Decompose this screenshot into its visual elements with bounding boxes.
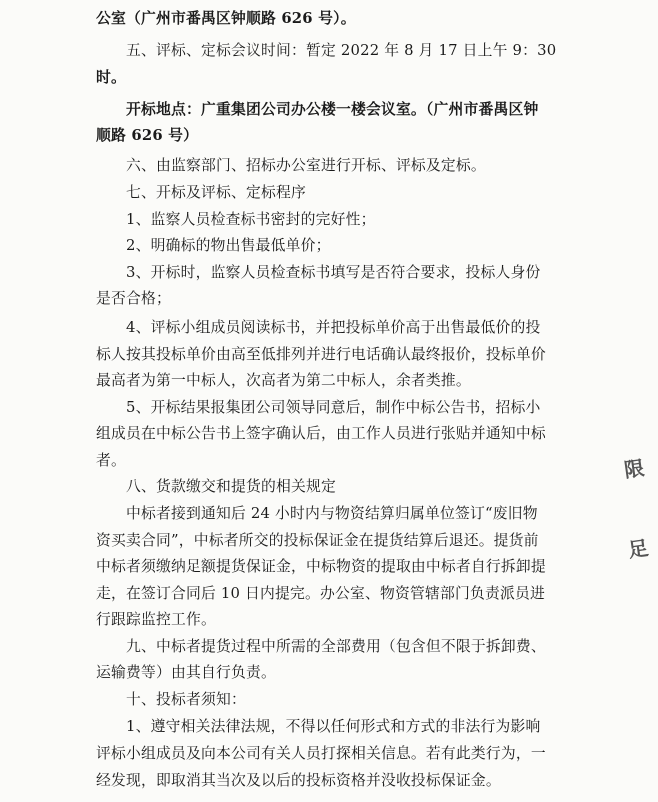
- text-line: 走，在签订合同后 10 日内提完。办公室、物资管辖部门负责派员进: [96, 585, 545, 602]
- text-line: 5、开标结果报集团公司领导同意后，制作中标公告书，招标小: [96, 399, 541, 416]
- text-line: 开标地点：广重集团公司办公楼一楼会议室。（广州市番禺区钟: [96, 101, 539, 118]
- text-line: 1、遵守相关法律法规，不得以任何形式和方式的非法行为影响: [96, 718, 541, 735]
- text-line: 2、明确标的物出售最低单价；: [96, 237, 331, 254]
- text-line: 八、货款缴交和提货的相关规定: [96, 478, 336, 495]
- text-line: 4、评标小组成员阅读标书，并把投标单价高于出售最低价的投: [96, 319, 541, 336]
- text-line: 运输费等）由其自行负责。: [96, 664, 276, 681]
- text-line: 资买卖合同”，中标者所交的投标保证金在提货结算后退还。提货前: [96, 532, 539, 549]
- text-line: 十、投标者须知：: [96, 691, 246, 708]
- text-line: 标人按其投标单价由高至低排列并进行电话确认最终报价，投标单价: [96, 346, 546, 363]
- text-line: 公室（广州市番禺区钟顺路 626 号）。: [96, 10, 356, 27]
- text-line: 六、由监察部门、招标办公室进行开标、评标及定标。: [96, 157, 486, 174]
- text-line: 九、中标者提货过程中所需的全部费用（包含但不限于拆卸费、: [96, 638, 546, 655]
- text-line: 1、监察人员检查标书密封的完好性；: [96, 211, 376, 228]
- text-line: 五、评标、定标会议时间：暂定 2022 年 8 月 17 日上午 9：30: [96, 42, 557, 59]
- text-line: 评标小组成员及向本公司有关人员打探相关信息。若有此类行为，一: [96, 745, 546, 762]
- text-line: 中标者须缴纳足额提货保证金，中标物资的提取由中标者自行拆卸提: [96, 558, 546, 575]
- text-line: 时。: [96, 69, 126, 86]
- text-line: 中标者接到通知后 24 小时内与物资结算归属单位签订“废旧物: [96, 505, 538, 522]
- margin-mark: 足: [626, 535, 650, 563]
- text-line: 是否合格；: [96, 290, 171, 307]
- margin-mark: 限: [622, 455, 646, 483]
- text-line: 最高者为第一中标人，次高者为第二中标人，余者类推。: [96, 372, 471, 389]
- text-line: 经发现，即取消其当次及以后的投标资格并没收投标保证金。: [96, 772, 501, 789]
- text-line: 组成员在中标公告书上签字确认后，由工作人员进行张贴并通知中标: [96, 425, 546, 442]
- text-line: 者。: [96, 452, 126, 469]
- text-line: 顺路 626 号）: [96, 127, 199, 144]
- text-line: 行跟踪监控工作。: [96, 611, 216, 628]
- text-line: 3、开标时，监察人员检查标书填写是否符合要求，投标人身份: [96, 264, 541, 281]
- text-line: 七、开标及评标、定标程序: [96, 184, 306, 201]
